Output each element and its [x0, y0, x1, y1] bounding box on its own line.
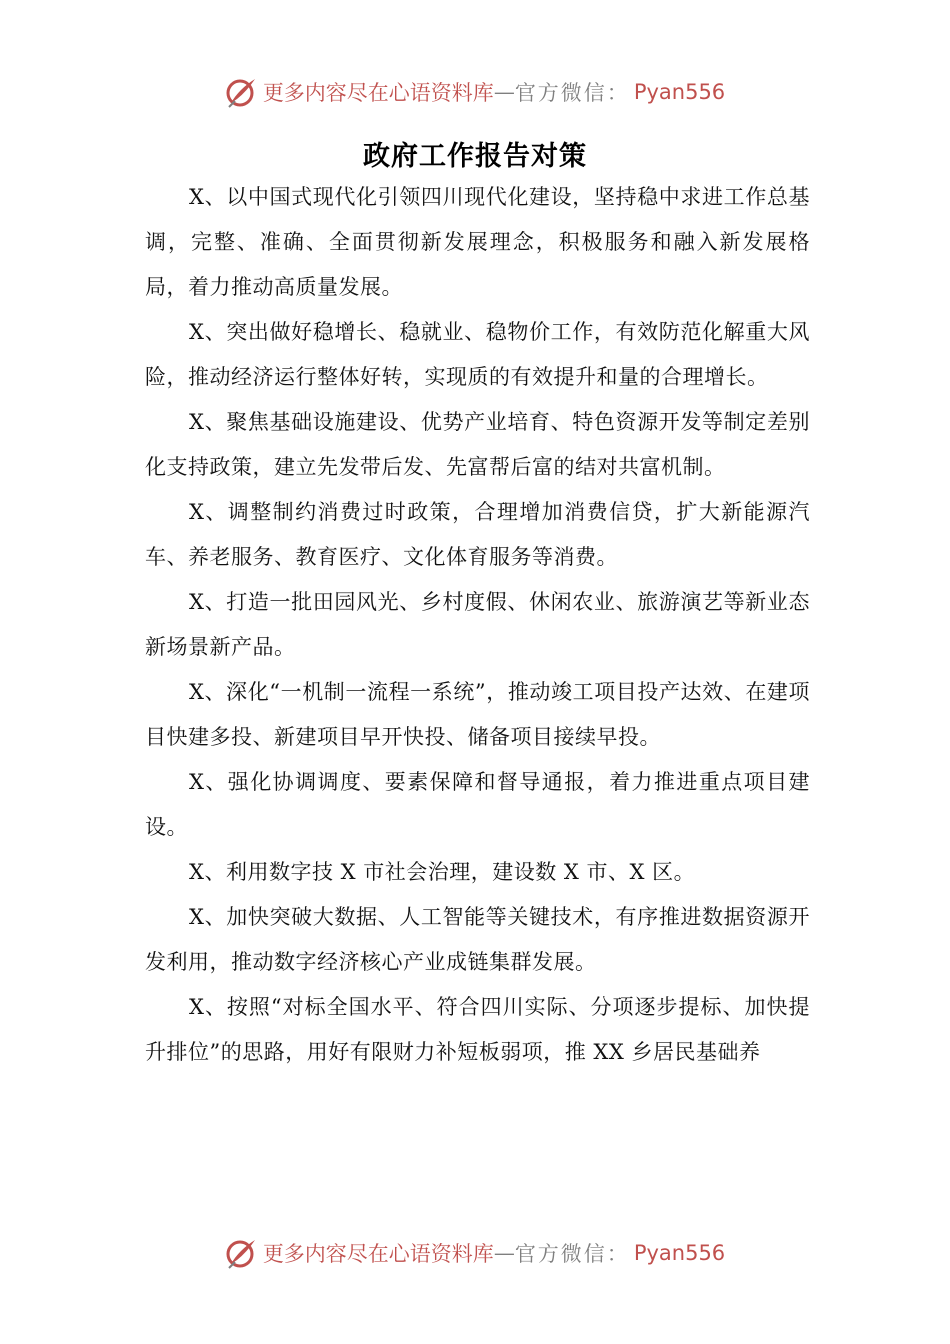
banner-separator: — — [493, 80, 515, 104]
paragraph: X、按照“对标全国水平、符合四川实际、分项逐步提标、加快提升排位”的思路，用好有限财力补短板弱项，推 XX 乡居民基础养 — [145, 995, 810, 1064]
document-body — [145, 175, 810, 1075]
paragraph: X、加快突破大数据、人工智能等关键技术，有序推进数据资源开发利用，推动数字经济核心产业成链集群发展。 — [145, 905, 810, 974]
paragraph: X、聚焦基础设施建设、优势产业培育、特色资源开发等制定差别化支持政策，建立先发带后发、先富帮后富的结对共富机制。 — [145, 410, 810, 479]
banner-main-text: 更多内容尽在心语资料库 — [262, 1242, 494, 1266]
paragraph: X、打造一批田园风光、乡村度假、休闲农业、旅游演艺等新业态新场景新产品。 — [145, 590, 810, 659]
footer-banner — [0, 1231, 950, 1275]
banner-wechat-id: Pyan556 — [633, 1241, 726, 1265]
paragraph: X、突出做好稳增长、稳就业、稳物价工作，有效防范化解重大风险，推动经济运行整体好转，实现质的有效提升和量的合理增长。 — [145, 320, 810, 389]
paragraph: X、以中国式现代化引领四川现代化建设，坚持稳中求进工作总基调，完整、准确、全面贯彻新发展理念，积极服务和融入新发展格局，着力推动高质量发展。 — [145, 185, 810, 299]
banner-official-label: 官方微信： — [514, 1242, 630, 1266]
banner-separator: — — [493, 1241, 515, 1265]
quill-logo-icon — [225, 1236, 259, 1270]
paragraph: X、深化“一机制一流程一系统”，推动竣工项目投产达效、在建项目快建多投、新建项目早开快投、储备项目接续早投。 — [145, 680, 810, 749]
paragraph: X、强化协调调度、要素保障和督导通报，着力推进重点项目建设。 — [145, 770, 810, 839]
quill-logo-icon — [225, 75, 259, 109]
banner-main-text: 更多内容尽在心语资料库 — [262, 81, 494, 105]
banner-official-label: 官方微信： — [514, 81, 630, 105]
banner-wechat-id: Pyan556 — [633, 80, 726, 104]
paragraph: X、调整制约消费过时政策，合理增加消费信贷，扩大新能源汽车、养老服务、教育医疗、文化体育服务等消费。 — [145, 500, 810, 569]
paragraph: X、利用数字技 X 市社会治理，建设数 X 市、X 区。 — [189, 860, 696, 884]
page-title: 政府工作报告对策 — [363, 141, 587, 172]
header-banner — [0, 70, 950, 114]
